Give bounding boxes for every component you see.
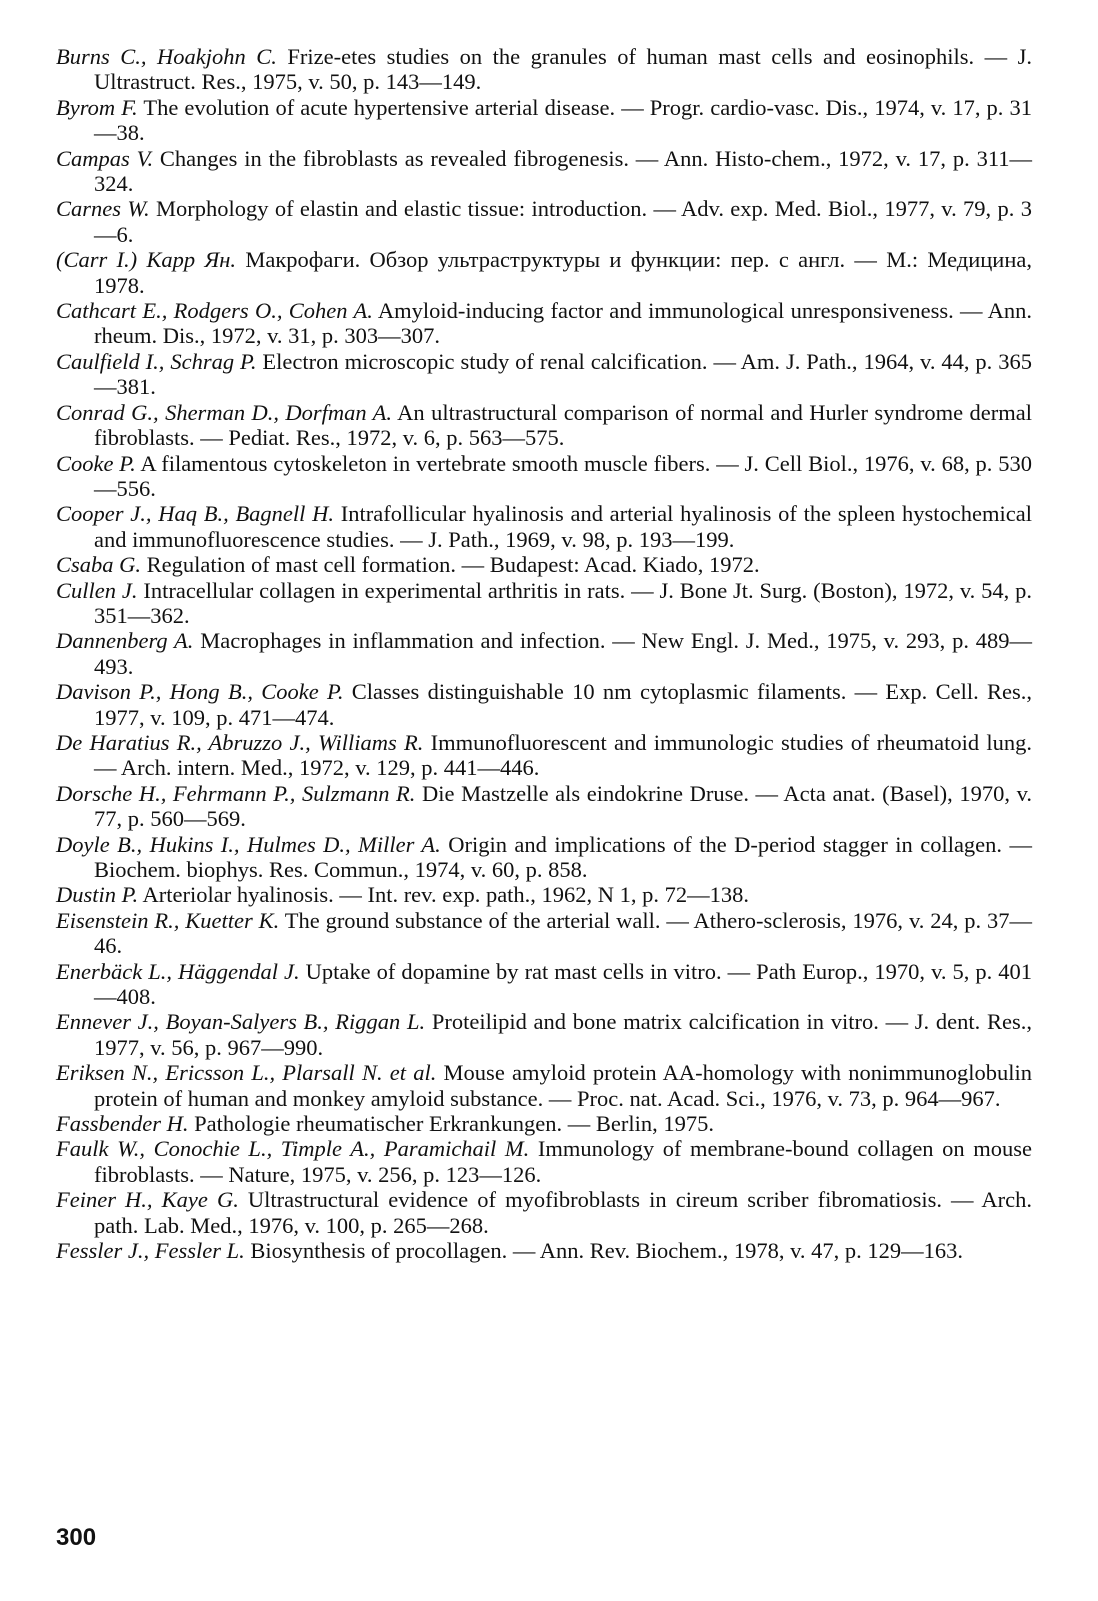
reference-text: Changes in the fibroblasts as revealed fibrogenesis. — Ann. Histo-chem., 1972, v. 17, p. 311—324. bbox=[94, 145, 1032, 197]
reference-entry bbox=[56, 882, 1032, 907]
reference-text: Intracellular collagen in experimental arthritis in rats. — J. Bone Jt. Surg. (Boston), 1972, v. 54, p. 351—362. bbox=[94, 577, 1033, 628]
reference-authors: Burns C., Hoakjohn C. bbox=[56, 44, 277, 69]
reference-entry bbox=[56, 1009, 1032, 1060]
reference-authors: Faulk W., Conochie L., Timple A., Paramichail M. bbox=[56, 1136, 530, 1162]
reference-entry bbox=[56, 730, 1032, 781]
reference-authors: Cullen J. bbox=[56, 577, 138, 603]
reference-text: Macrophages in inflammation and infection. — New Engl. J. Med., 1975, v. 293, p. 489—493. bbox=[94, 628, 1033, 679]
page-number: 300 bbox=[56, 1524, 97, 1551]
reference-authors: Doyle B., Hukins I., Hulmes D., Miller A. bbox=[56, 831, 441, 857]
reference-authors: Ennever J., Boyan-Salyers B., Riggan L. bbox=[56, 1009, 426, 1035]
reference-entry bbox=[56, 1187, 1032, 1238]
reference-authors: Byrom F. bbox=[56, 94, 138, 120]
reference-entry bbox=[56, 1136, 1032, 1187]
reference-entry bbox=[56, 1060, 1032, 1111]
reference-entry bbox=[56, 501, 1032, 552]
reference-authors: Feiner H., Kaye G. bbox=[56, 1187, 239, 1213]
reference-entry bbox=[56, 247, 1032, 298]
reference-entry bbox=[56, 44, 1032, 95]
reference-entry bbox=[56, 1238, 1032, 1263]
reference-text: Pathologie rheumatischer Erkrankungen. — Berlin, 1975. bbox=[188, 1111, 714, 1137]
reference-entry bbox=[56, 196, 1032, 247]
reference-authors: (Carr I.) Карр Ян. bbox=[56, 247, 237, 273]
reference-entry bbox=[56, 679, 1032, 730]
reference-authors: Cooke P. bbox=[56, 450, 136, 476]
reference-text: Intrafollicular hyalinosis and arterial hyalinosis of the spleen hystochemical and immunofluorescence studies. — J. Path., 1969, v. 98, p. 193—199. bbox=[94, 501, 1033, 552]
reference-text: Frize-etes studies on the granules of human mast cells and eosinophils. — J. Ultrastruct. Res., 1975, v. 50, p. 143—149. bbox=[94, 44, 1032, 95]
reference-authors: Fessler J., Fessler L. bbox=[56, 1238, 245, 1264]
reference-entry bbox=[56, 832, 1032, 883]
reference-entry bbox=[56, 781, 1032, 832]
reference-entry bbox=[56, 298, 1032, 349]
reference-authors: Dustin P. bbox=[56, 882, 139, 908]
reference-text: Макрофаги. Обзор ультраструктуры и функции: пер. с англ. — М.: Медицина, 1978. bbox=[94, 247, 1033, 298]
reference-authors: Dannenberg A. bbox=[56, 628, 194, 654]
reference-authors: Caulfield I., Schrag P. bbox=[56, 348, 257, 374]
reference-authors: Csaba G. bbox=[56, 552, 142, 578]
reference-authors: Conrad G., Sherman D., Dorfman A. bbox=[56, 399, 393, 425]
reference-text: Immunofluorescent and immunologic studies of rheumatoid lung. — Arch. intern. Med., 1972, v. 129, p. 441—446. bbox=[94, 729, 1032, 781]
reference-text: Amyloid-inducing factor and immunological unresponsiveness. — Ann. rheum. Dis., 1972, v. 31, p. 303—307. bbox=[94, 298, 1033, 349]
reference-entry bbox=[56, 908, 1032, 959]
reference-list bbox=[56, 44, 1032, 1264]
reference-text: Biosynthesis of procollagen. — Ann. Rev. Biochem., 1978, v. 47, p. 129—163. bbox=[244, 1238, 964, 1264]
reference-entry bbox=[56, 1111, 1032, 1136]
reference-entry bbox=[56, 349, 1032, 400]
reference-text: Proteilipid and bone matrix calcification in vitro. — J. dent. Res., 1977, v. 56, p. 967—990. bbox=[94, 1009, 1032, 1060]
reference-text: Arteriolar hyalinosis. — Int. rev. exp. path., 1962, N 1, p. 72—138. bbox=[138, 882, 750, 908]
reference-authors: Cooper J., Haq B., Bagnell H. bbox=[56, 501, 335, 527]
reference-text: Origin and implications of the D-period stagger in collagen. — Biochem. biophys. Res. Commun., 1974, v. 60, p. 858. bbox=[94, 831, 1032, 882]
reference-text: Uptake of dopamine by rat mast cells in vitro. — Path Europ., 1970, v. 5, p. 401—408. bbox=[94, 958, 1032, 1010]
reference-text: Ultrastructural evidence of myofibroblasts in cireum scriber fibromatiosis. — Arch. path. Lab. Med., 1976, v. 100, p. 265—268. bbox=[94, 1187, 1032, 1238]
reference-authors: Enerbäck L., Häggendal J. bbox=[56, 958, 300, 984]
reference-text: Classes distinguishable 10 nm cytoplasmic filaments. — Exp. Cell. Res., 1977, v. 109, p. 471—474. bbox=[94, 679, 1032, 730]
reference-entry bbox=[56, 400, 1032, 451]
reference-text: The ground substance of the arterial wall. — Athero-sclerosis, 1976, v. 24, p. 37—46. bbox=[94, 907, 1032, 959]
reference-entry bbox=[56, 628, 1032, 679]
reference-authors: Campas V. bbox=[56, 145, 154, 171]
reference-entry bbox=[56, 146, 1032, 197]
reference-entry bbox=[56, 959, 1032, 1010]
reference-text: Morphology of elastin and elastic tissue: introduction. — Adv. exp. Med. Biol., 1977, v. 79, p. 3—6. bbox=[94, 196, 1032, 247]
reference-text: Electron microscopic study of renal calcification. — Am. J. Path., 1964, v. 44, p. 365—381. bbox=[94, 348, 1032, 400]
reference-text: An ultrastructural comparison of normal and Hurler syndrome dermal fibroblasts. — Pediat. Res., 1972, v. 6, p. 563—575. bbox=[94, 399, 1032, 451]
reference-text: Immunology of membrane-bound collagen on mouse fibroblasts. — Nature, 1975, v. 256, p. 123—126. bbox=[94, 1136, 1032, 1187]
reference-entry bbox=[56, 95, 1032, 146]
reference-text: Mouse amyloid protein AA-homology with nonimmunoglobulin protein of human and monkey amyloid substance. — Proc. nat. Acad. Sci., 1976, v. 73, p. 964—967. bbox=[94, 1060, 1032, 1111]
reference-entry bbox=[56, 578, 1032, 629]
reference-authors: Cathcart E., Rodgers O., Cohen A. bbox=[56, 298, 373, 324]
reference-text: A filamentous cytoskeleton in vertebrate smooth muscle fibers. — J. Cell Biol., 1976, v. 68, p. 530—556. bbox=[94, 450, 1032, 501]
reference-text: The evolution of acute hypertensive arterial disease. — Progr. cardio-vasc. Dis., 1974, v. 17, p. 31—38. bbox=[94, 94, 1032, 146]
reference-authors: Davison P., Hong B., Cooke P. bbox=[56, 679, 344, 705]
reference-authors: Eisenstein R., Kuetter K. bbox=[56, 907, 280, 933]
reference-authors: De Haratius R., Abruzzo J., Williams R. bbox=[56, 729, 424, 755]
reference-authors: Eriksen N., Ericsson L., Plarsall N. et al. bbox=[56, 1060, 437, 1086]
reference-text: Regulation of mast cell formation. — Budapest: Acad. Kiado, 1972. bbox=[141, 552, 760, 578]
reference-authors: Carnes W. bbox=[56, 196, 150, 222]
reference-authors: Fassbender H. bbox=[56, 1111, 189, 1137]
reference-entry bbox=[56, 451, 1032, 502]
reference-entry bbox=[56, 552, 1032, 577]
reference-authors: Dorsche H., Fehrmann P., Sulzmann R. bbox=[56, 780, 416, 806]
reference-text: Die Mastzelle als eindokrine Druse. — Acta anat. (Basel), 1970, v. 77, p. 560—569. bbox=[94, 780, 1032, 832]
